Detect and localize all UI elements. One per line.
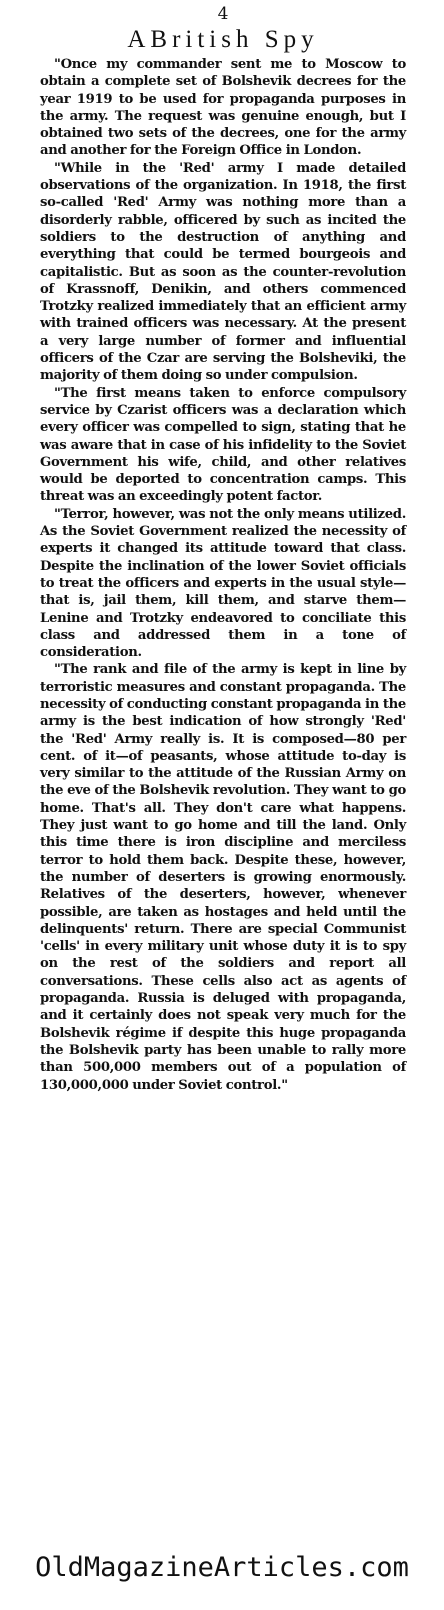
site-watermark: OldMagazineArticles.com [35, 1552, 409, 1583]
article-body [40, 56, 406, 1094]
article-title: ABritish Spy [127, 26, 319, 53]
paragraph: "Once my commander sent me to Moscow to obtain a complete set of Bolshevik decrees for the year 1919 to be used for propaganda purposes in the army. The request was genuine enough, but I obtained two sets of the decrees, one for the army and another for the Foreign Office in London. [40, 57, 406, 159]
paragraph: "While in the 'Red' army I made detailed observations of the organization. In 1918, the first so-called 'Red' Army was nothing more than a disorderly rabble, officered by such as incited the soldiers to the destruction of anything and everything that could be termed bourgeois and capitalistic. But as soon as the counter-revolution of Krassnoff, Denikin, and others commenced Trotzky realized immediately that an efficient army with trained officers was necessary. At the present a very large number of former and influential officers of the Czar are serving the Bolsheviki, the majority of them doing so under compulsion. [40, 160, 406, 384]
paragraph: "Terror, however, was not the only means utilized. As the Soviet Government realized the necessity of experts it changed its attitude toward that class. Despite the inclination of the lower Soviet officials to treat the officers and experts in the usual style—that is, jail them, kill them, and starve them—Lenine and Trotzky endeavored to conciliate this class and addressed them in a tone of consideration. [40, 506, 406, 661]
paragraph: "The rank and file of the army is kept in line by terroristic measures and constant propaganda. The necessity of conducting constant propaganda in the army is the best indication of how strongly 'Red' the 'Red' Army really is. It is composed—80 per cent. of it—of peasants, whose attitude to-day is very similar to the attitude of the Russian Army on the eve of the Bolshevik revolution. They want to go home. That's all. They don't care what happens. They just want to go home and till the land. Only this time there is iron discipline and merciless terror to hold them back. Despite these, however, the number of deserters is growing enormously. Relatives of the deserters, however, whenever possible, are taken as hostages and held until the delinquents' return. There are special Communist 'cells' in every military unit whose duty it is to spy on the rest of the soldiers and report all conversations. These cells also act as agents of propaganda. Russia is deluged with propaganda, and it certainly does not speak very much for the Bolshevik régime if despite this huge propaganda the Bolshevik party has been unable to rally more than 500,000 members out of a population of 130,000,000 under Soviet control." [40, 662, 406, 1093]
page-number: 4 [217, 4, 229, 24]
paragraph: "The first means taken to enforce compulsory service by Czarist officers was a declaration which every officer was compelled to sign, stating that he was aware that in case of his infidelity to the Soviet Government his wife, child, and other relatives would be deported to concentration camps. This threat was an exceedingly potent factor. [40, 385, 406, 505]
